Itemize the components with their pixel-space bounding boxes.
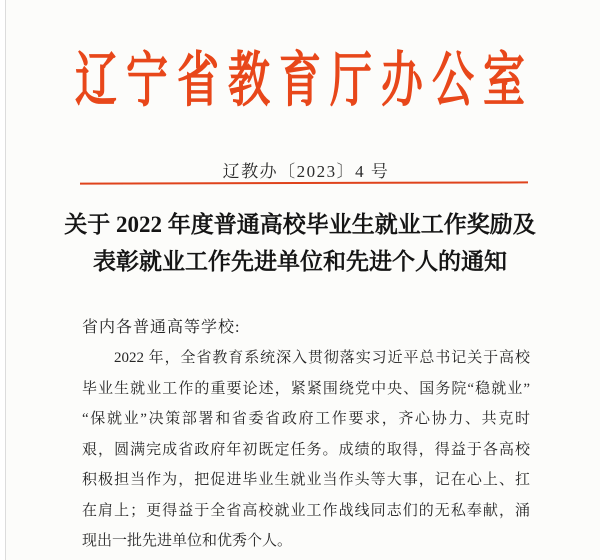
agency-header: 辽宁省教育厅办公室 <box>74 49 534 115</box>
paragraph-line: “保就业”决策部署和省委省政府工作要求，齐心协力、共克时 <box>82 411 530 427</box>
document-number: 辽教办〔2023〕4 号 <box>222 162 390 181</box>
paragraph-line: 在肩上；更得益于全省高校就业工作战线同志们的无私奉献，涌 <box>82 502 530 519</box>
paragraph-line: 现出一批先进单位和优秀个人。 <box>82 533 293 549</box>
red-divider-line <box>80 181 528 184</box>
salutation: 省内各普通高等学校: <box>82 319 241 336</box>
paragraph-line: 毕业生就业工作的重要论述，紧紧围绕党中央、国务院“稳就业” <box>82 380 530 397</box>
title-line-1: 关于 2022 年度普通高校毕业生就业工作奖励及 <box>64 212 536 237</box>
body-paragraph <box>82 343 530 557</box>
paragraph-line: 2022 年，全省教育系统深入贯彻落实习近平总书记关于高校 <box>114 350 530 366</box>
paragraph-line: 艰，圆满完成省政府年初既定任务。成绩的取得，得益于各高校 <box>82 441 530 458</box>
title-line-2: 表彰就业工作先进单位和先进个人的通知 <box>93 249 507 274</box>
paragraph-line: 积极担当作为，把促进毕业生就业当作头等大事，记在心上、扛 <box>82 472 530 488</box>
notice-title <box>0 206 600 280</box>
